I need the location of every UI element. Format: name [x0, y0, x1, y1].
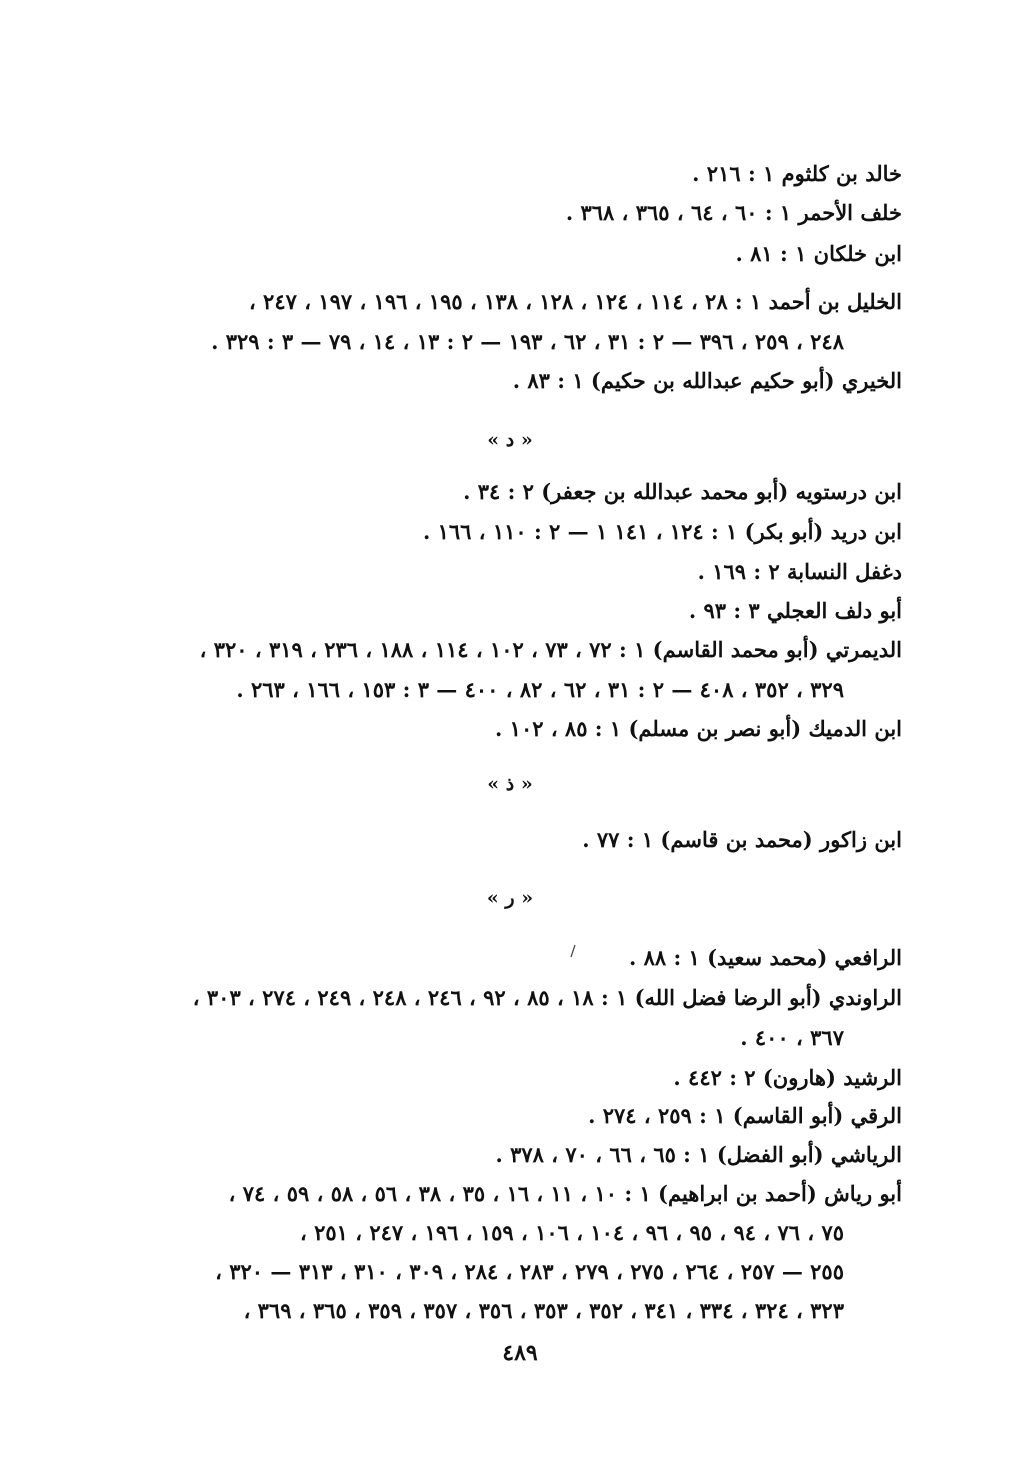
index-entry: ابن الدميك (أبو نصر بن مسلم) ١ : ٨٥ ، ١٠٢ .: [495, 716, 902, 741]
index-entry-continuation: ٣٢٣ ، ٣٢٤ ، ٣٣٤ ، ٣٤١ ، ٣٥٢ ، ٣٥٣ ، ٣٥٦ ، ٣٥٧ ، ٣٥٩ ، ٣٦٥ ، ٣٦٩ ،: [243, 1298, 844, 1323]
index-entry: الرشيد (هارون) ٢ : ٤٤٢ .: [673, 1065, 902, 1090]
index-entry-continuation: ٢٤٨ ، ٢٥٩ ، ٣٩٦ — ٢ : ٣١ ، ٦٢ ، ١٩٣ — ٢ : ١٣ ، ١٤ ، ٧٩ — ٣ : ٣٢٩ .: [211, 329, 844, 354]
index-entry: ابن خلكان ١ : ٨١ .: [735, 241, 902, 266]
section-heading-dhal: « ذ »: [487, 773, 533, 795]
index-entry: الرقي (أبو القاسم) ١ : ٢٥٩ ، ٢٧٤ .: [588, 1103, 902, 1128]
index-entry: ابن زاكور (محمد بن قاسم) ١ : ٧٧ .: [582, 827, 902, 852]
stray-mark-icon: [568, 944, 578, 958]
index-entry: الخليل بن أحمد ١ : ٢٨ ، ١١٤ ، ١٢٤ ، ١٢٨ ، ١٣٨ ، ١٩٥ ، ١٩٦ ، ١٩٧ ، ٢٤٧ ،: [248, 289, 902, 314]
index-entry: دغفل النسابة ٢ : ١٦٩ .: [697, 559, 902, 584]
index-entry: أبو رياش (أحمد بن ابراهيم) ١ : ١٠ ، ١١ ، ١٦ ، ٣٥ ، ٣٨ ، ٥٦ ، ٥٨ ، ٥٩ ، ٧٤ ،: [228, 1181, 902, 1206]
index-entry-continuation: ٣٢٩ ، ٣٥٢ ، ٤٠٨ — ٢ : ٣١ ، ٦٢ ، ٨٢ ، ٤٠٠ — ٣ : ١٥٣ ، ١٦٦ ، ٢٦٣ .: [236, 677, 844, 702]
index-entry-continuation: ٧٥ ، ٧٦ ، ٩٤ ، ٩٥ ، ٩٦ ، ١٠٤ ، ١٠٦ ، ١٥٩ ، ١٩٦ ، ٢٤٧ ، ٢٥١ ،: [299, 1220, 844, 1245]
index-entry: الراوندي (أبو الرضا فضل الله) ١ : ١٨ ، ٨٥ ، ٩٢ ، ٢٤٦ ، ٢٤٨ ، ٢٤٩ ، ٢٧٤ ، ٣٠٣ ،: [192, 985, 902, 1010]
index-entry: ابن دريد (أبو بكر) ١ : ١٢٤ ، ١٤١ ١ — ٢ : ١١٠ ، ١٦٦ .: [422, 519, 902, 544]
page-number: ٤٨٩: [502, 1340, 538, 1366]
index-entry: ابن درستويه (أبو محمد عبدالله بن جعفر) ٢ : ٣٤ .: [463, 479, 902, 504]
index-entry: الخيري (أبو حكيم عبدالله بن حكيم) ١ : ٨٣ .: [512, 368, 902, 393]
index-entry: خلف الأحمر ١ : ٦٠ ، ٦٤ ، ٣٦٥ ، ٣٦٨ .: [565, 200, 902, 225]
index-entry: الرياشي (أبو الفضل) ١ : ٦٥ ، ٦٦ ، ٧٠ ، ٣٧٨ .: [495, 1142, 902, 1167]
index-entry: الديمرتي (أبو محمد القاسم) ١ : ٧٢ ، ٧٣ ، ١٠٢ ، ١١٤ ، ١٨٨ ، ٢٣٦ ، ٣١٩ ، ٣٢٠ ،: [199, 637, 902, 662]
index-entry: الرافعي (محمد سعيد) ١ : ٨٨ .: [628, 945, 902, 970]
index-entry-continuation: ٣٦٧ ، ٤٠٠ .: [740, 1025, 844, 1050]
index-entry-continuation: ٢٥٥ — ٢٥٧ ، ٢٦٤ ، ٢٧٥ ، ٢٧٩ ، ٢٨٣ ، ٢٨٤ ، ٣٠٩ ، ٣١٠ ، ٣١٣ — ٣٢٠ ،: [215, 1259, 844, 1284]
index-entry: أبو دلف العجلي ٣ : ٩٣ .: [688, 598, 902, 623]
section-heading-ra: « ر »: [486, 887, 534, 909]
section-heading-dal: « د »: [487, 429, 533, 451]
index-entry: خالد بن كلثوم ١ : ٢١٦ .: [692, 161, 902, 186]
